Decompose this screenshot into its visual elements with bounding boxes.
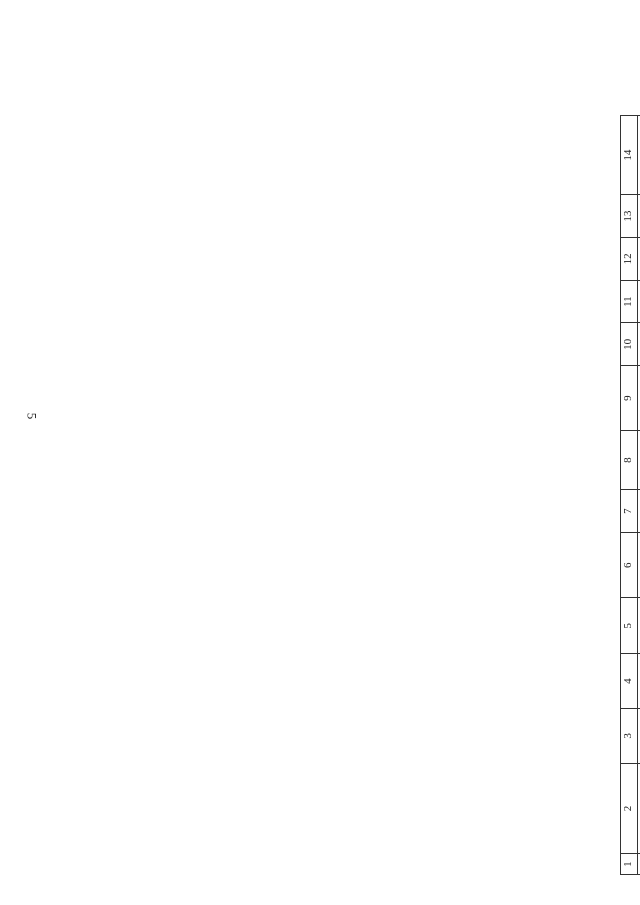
rotated-content	[620, 25, 640, 875]
budget-table	[620, 115, 640, 875]
col-number: 5	[621, 598, 638, 654]
col-number: 7	[621, 490, 638, 533]
col-number: 4	[621, 654, 638, 709]
col-number: 14	[621, 116, 638, 195]
col-number: 2	[621, 763, 638, 853]
col-number: 8	[621, 431, 638, 490]
col-number: 9	[621, 366, 638, 431]
col-number: 12	[621, 238, 638, 281]
col-number: 13	[621, 195, 638, 238]
col-number: 11	[621, 280, 638, 323]
col-number: 1	[621, 854, 638, 875]
col-number: 6	[621, 533, 638, 598]
column-number-row	[621, 116, 638, 875]
page-number: 5	[24, 412, 40, 420]
col-number: 3	[621, 709, 638, 764]
col-number: 10	[621, 323, 638, 366]
document-sheet	[40, 25, 634, 895]
